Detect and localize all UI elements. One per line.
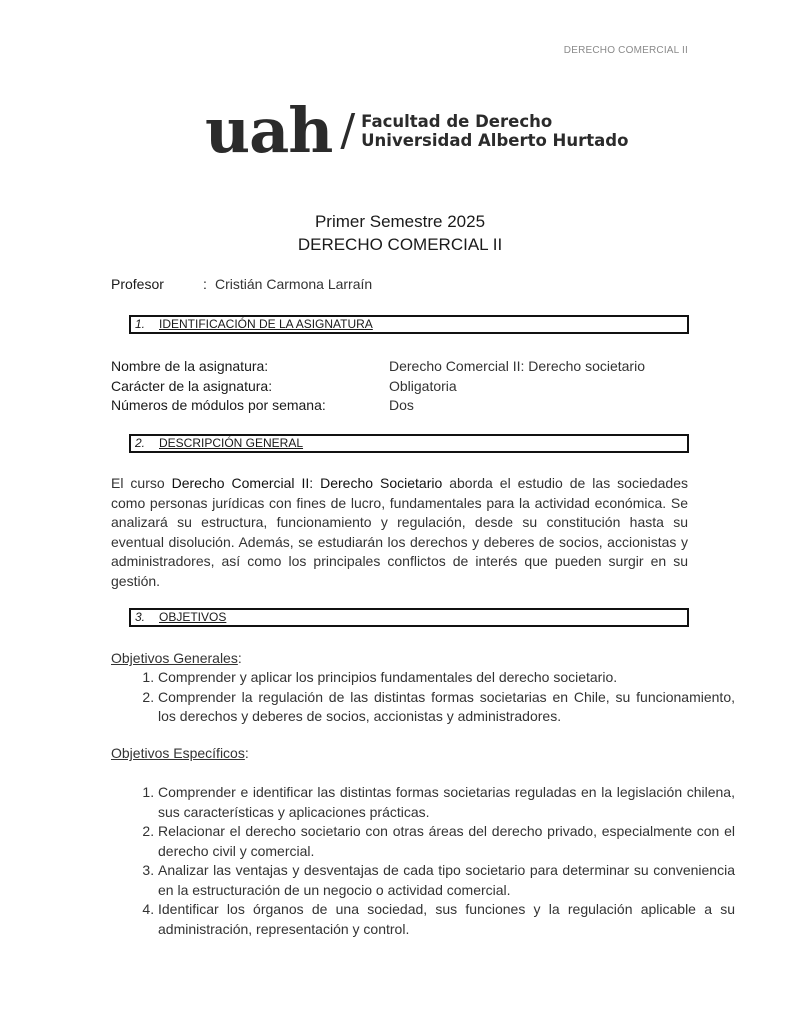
objetivos-especificos-label: Objetivos Específicos (111, 745, 245, 761)
info-row (111, 357, 645, 377)
profesor-row (111, 276, 372, 292)
logo-slash: / (340, 105, 356, 156)
info-row (111, 377, 645, 397)
section-heading-descripcion (129, 434, 689, 453)
info-key: Nombre de la asignatura: (111, 358, 269, 374)
list-item: 3. Analizar las ventajas y desventajas de cada tipo societario para determinar su conveniencia en la estructuración de un negocio o actividad comercial. (158, 861, 735, 900)
objetivos-generales-list (111, 668, 735, 727)
objetivos-generales-label: Objetivos Generales (111, 650, 238, 666)
info-value: Derecho Comercial II: Derecho societario (389, 358, 645, 374)
heading-colon: : (237, 650, 242, 666)
list-item: 4. Identificar los órganos de una sociedad, sus funciones y la regulación aplicable a su administración, representación y control. (158, 900, 735, 939)
course-info (111, 357, 645, 416)
list-item: 2. Comprender la regulación de las distintas formas societarias en Chile, su funcionamiento, los derechos y deberes de socios, accionistas y administradores. (158, 688, 735, 727)
section-number: 3. (135, 610, 146, 624)
list-item: 1. Comprender e identificar las distintas formas societarias reguladas en la legislación chilena, sus características y aplicaciones prácticas. (158, 783, 735, 822)
info-key: Números de módulos por semana: (111, 397, 326, 413)
heading-colon: : (244, 745, 249, 761)
profesor-separator: : (203, 276, 207, 292)
section-title: DESCRIPCIÓN GENERAL (159, 436, 304, 450)
profesor-label: Profesor (111, 276, 164, 292)
description-body: aborda el estudio de las sociedades como personas jurídicas con fines de lucro, fundamentales para la actividad económica. Se analizará su estructura, funcionamiento y regulación, desde su constitución hasta su eventual disolución. Además, se estudiarán los derechos y deberes de socios, accionistas y administradores, así como los principales conflictos de interés que pueden surgir en su gestión. (111, 475, 688, 589)
list-item: 1. Comprender y aplicar los principios fundamentales del derecho societario. (158, 668, 735, 688)
running-header: DERECHO COMERCIAL II (563, 45, 688, 56)
section-heading-identificacion (129, 315, 689, 334)
semester-title: Primer Semestre 2025 (314, 212, 486, 231)
description-paragraph (111, 474, 688, 591)
section-title: IDENTIFICACIÓN DE LA ASIGNATURA (159, 317, 373, 331)
objetivos-especificos-list (111, 783, 735, 939)
objetivos-generales-heading (111, 650, 242, 666)
description-pre: El curso (111, 475, 172, 491)
profesor-name: Cristián Carmona Larraín (215, 276, 373, 292)
info-value: Dos (389, 397, 414, 413)
logo-university: Universidad Alberto Hurtado (361, 131, 629, 150)
section-number: 2. (135, 436, 146, 450)
description-course-name: Derecho Comercial II: Derecho Societario (171, 475, 443, 491)
document-title (0, 210, 800, 256)
list-item: 2. Relacionar el derecho societario con otras áreas del derecho privado, especialmente con el derecho civil y comercial. (158, 822, 735, 861)
university-logo (205, 94, 629, 167)
info-key: Carácter de la asignatura: (111, 377, 273, 394)
info-value: Obligatoria (389, 377, 457, 394)
logo-mark: uah (205, 94, 333, 167)
info-row (111, 396, 645, 416)
course-title: DERECHO COMERCIAL II (297, 235, 503, 254)
logo-faculty: Facultad de Derecho (361, 112, 553, 131)
objetivos-especificos-heading (111, 745, 249, 761)
section-heading-objetivos (129, 608, 689, 627)
section-number: 1. (135, 317, 146, 331)
section-title: OBJETIVOS (159, 610, 227, 624)
logo-text (361, 112, 628, 150)
